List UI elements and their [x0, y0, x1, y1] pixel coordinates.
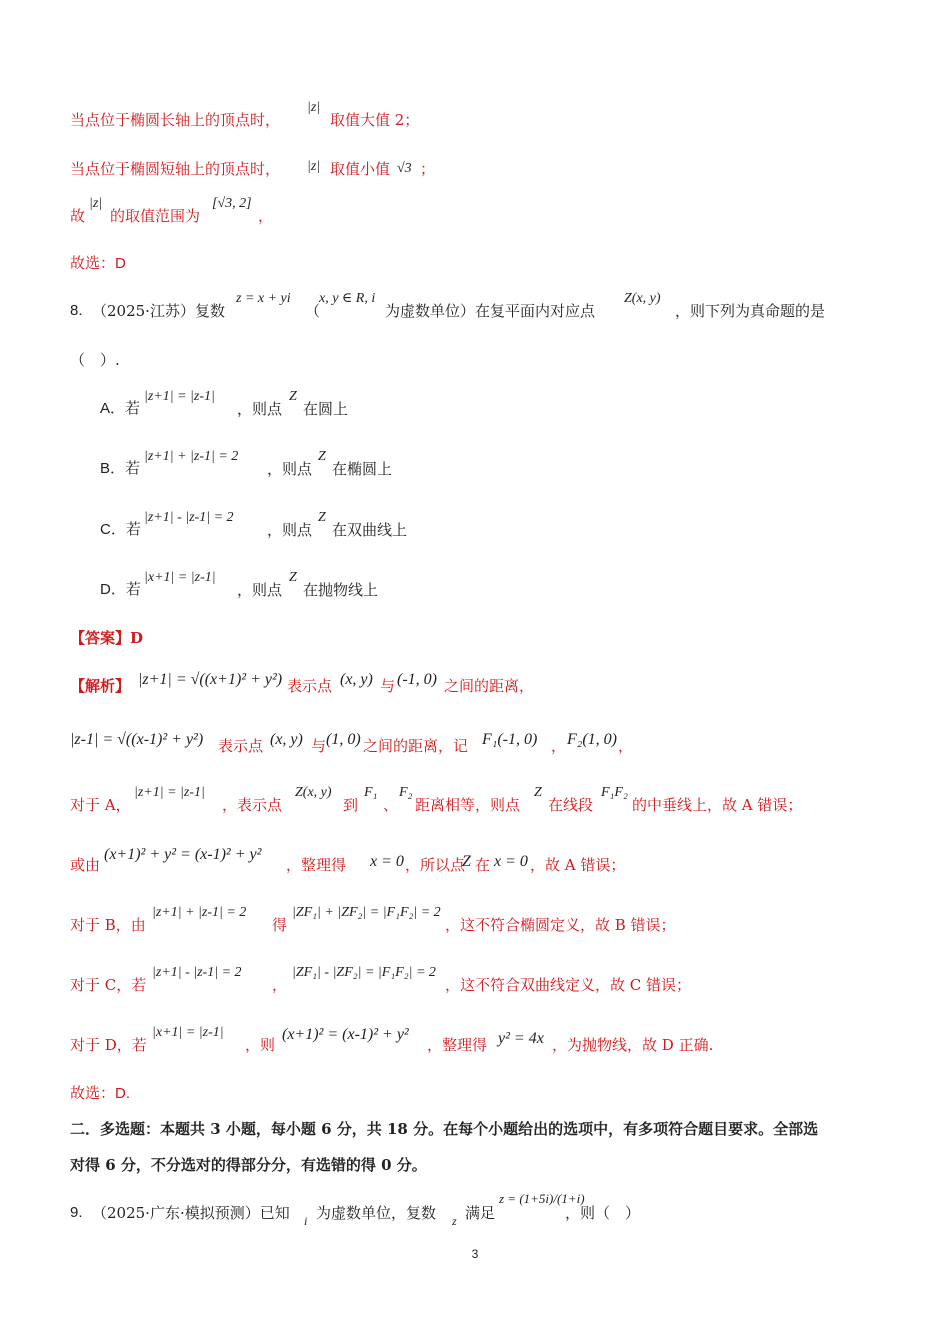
math: |x+1| = |z-1| [152, 1025, 224, 1040]
answer-text: 【答案】D [70, 629, 144, 647]
text: ， [258, 207, 274, 225]
math: |ZF₁| + |ZF₂| = |F₁F₂| = 2 [292, 905, 441, 920]
section-heading: 对得 6 分，不分选对的得部分分，有选错的得 0 分。 [70, 1156, 427, 1174]
text: ，所以点 [405, 856, 466, 874]
text: ，这不符合椭圆定义，故 B 错误； [445, 916, 676, 934]
text: 距离相等，则点 [415, 796, 521, 814]
question-source: （2025·江苏）复数 [92, 302, 225, 320]
text: 到 [343, 796, 359, 814]
text: ，表示点 [222, 796, 283, 814]
text: 当点位于椭圆短轴上的顶点时， [70, 160, 281, 178]
text: （2025·广东·模拟预测）已知 [92, 1204, 290, 1222]
option-label: D．若 [100, 581, 141, 598]
math: F₁ [364, 785, 378, 800]
math: x = 0 [370, 853, 404, 870]
math: |z+1| + |z-1| = 2 [152, 905, 247, 920]
text: 、 [383, 796, 399, 814]
text: 取值小值 [330, 160, 391, 178]
math: |z+1| = √((x+1)² + y²) [138, 671, 283, 688]
text: ， [551, 737, 567, 755]
text: ， [618, 737, 634, 755]
text: 与 [311, 737, 327, 755]
text: 为虚数单位）在复平面内对应点 [385, 302, 596, 320]
option-label: B．若 [100, 460, 141, 477]
text: 对于 B，由 [70, 916, 146, 934]
text: 得 [272, 916, 288, 934]
text: 的取值范围为 [110, 207, 201, 225]
text: ， [272, 976, 288, 994]
text: 在双曲线上 [332, 521, 408, 539]
text: 取值大值 2； [330, 111, 420, 129]
text: （ ）. [70, 351, 120, 369]
text: ，这不符合双曲线定义，故 C 错误； [445, 976, 692, 994]
option-math: |z+1| = |z-1| [144, 389, 215, 404]
math: |z+1| = |z-1| [134, 785, 205, 800]
text: ，则 [245, 1036, 276, 1054]
math-z: z [452, 1214, 457, 1228]
option-math: |x+1| = |z-1| [144, 570, 216, 585]
math-Z: Z [318, 449, 326, 464]
option-label: A．若 [100, 400, 141, 417]
text: 的中垂线上，故 A 错误； [632, 796, 803, 814]
option-label: C．若 [100, 521, 141, 538]
text: 在抛物线上 [303, 581, 379, 599]
text: 之间的距离， [444, 677, 535, 695]
math-fraction: z = (1+5i)/(1+i) [499, 1191, 585, 1206]
text: ，整理得 [286, 856, 347, 874]
text: 之间的距离，记 [363, 737, 469, 755]
question-number: 9. [70, 1204, 83, 1221]
math-xy-real: x, y ∈ R, i [319, 291, 376, 306]
question-number: 8. [70, 302, 83, 319]
math: y² = 4x [498, 1030, 544, 1047]
math: F₂ [399, 785, 413, 800]
text: 表示点 [218, 737, 264, 755]
text: 在 [475, 856, 491, 874]
text: 对于 A， [70, 796, 131, 814]
text: 对于 D，若 [70, 1036, 147, 1054]
text: 在椭圆上 [332, 460, 393, 478]
math: (x+1)² = (x-1)² + y² [282, 1026, 409, 1043]
text: ，整理得 [427, 1036, 488, 1054]
math-z-def: z = x + yi [236, 291, 291, 306]
text: 为虚数单位，复数 [316, 1204, 437, 1222]
analysis-label: 【解析】 [70, 677, 131, 695]
text: ，则（ ） [565, 1204, 641, 1222]
text: ，则点 [267, 460, 313, 478]
text: ，故 A 错误； [530, 856, 626, 874]
text: 满足 [465, 1204, 496, 1222]
math: (x+1)² + y² = (x-1)² + y² [104, 846, 262, 863]
math: x = 0 [494, 853, 528, 870]
math: F₁(-1, 0) [482, 731, 538, 748]
text: （ [305, 302, 321, 320]
text: ，则点 [237, 400, 283, 418]
math-point-Z: Z(x, y) [624, 291, 661, 306]
math: (x, y) [340, 671, 373, 688]
math: (x, y) [270, 731, 303, 748]
math-i: i [304, 1214, 308, 1228]
option-math: |z+1| - |z-1| = 2 [144, 510, 234, 525]
math-abs-z: |z| [307, 100, 321, 115]
text: 与 [380, 677, 396, 695]
math: |ZF₁| - |ZF₂| = |F₁F₂| = 2 [292, 965, 436, 980]
text: ； [420, 160, 436, 178]
math-sqrt3: √3 [397, 161, 412, 176]
math: Z [534, 785, 542, 800]
text: ，为抛物线，故 D 正确. [552, 1036, 714, 1054]
text: 故 [70, 207, 86, 225]
text: 或由 [70, 856, 101, 874]
math: |z+1| - |z-1| = 2 [152, 965, 242, 980]
text: 对于 C，若 [70, 976, 147, 994]
math: F₁F₂ [601, 785, 628, 800]
option-math: |z+1| + |z-1| = 2 [144, 449, 239, 464]
math: Z(x, y) [295, 785, 332, 800]
text: 在线段 [548, 796, 594, 814]
math: (-1, 0) [397, 671, 437, 688]
text: 故选：D. [70, 1085, 131, 1102]
math-abs-z: |z| [89, 196, 103, 211]
math-abs-z: |z| [307, 159, 321, 174]
text: 在圆上 [303, 400, 349, 418]
text: 表示点 [287, 677, 333, 695]
text: ，则下列为真命题的是 [675, 302, 826, 320]
math-Z: Z [289, 389, 297, 404]
page-number: 3 [471, 1247, 479, 1261]
math: |z-1| = √((x-1)² + y²) [70, 731, 204, 748]
math-Z: Z [318, 510, 326, 525]
text: 故选：D [70, 255, 126, 272]
text: 当点位于椭圆长轴上的顶点时， [70, 111, 281, 129]
math-range: [√3, 2] [212, 196, 252, 211]
math: F₂(1, 0) [567, 731, 617, 748]
text: ，则点 [237, 581, 283, 599]
math-Z: Z [289, 570, 297, 585]
section-heading: 二．多选题：本题共 3 小题，每小题 6 分，共 18 分。在每个小题给出的选项中，有多项符合题目要求。全部选 [70, 1120, 819, 1138]
math: Z [462, 853, 471, 870]
text: ，则点 [267, 521, 313, 539]
math: (1, 0) [326, 731, 361, 748]
